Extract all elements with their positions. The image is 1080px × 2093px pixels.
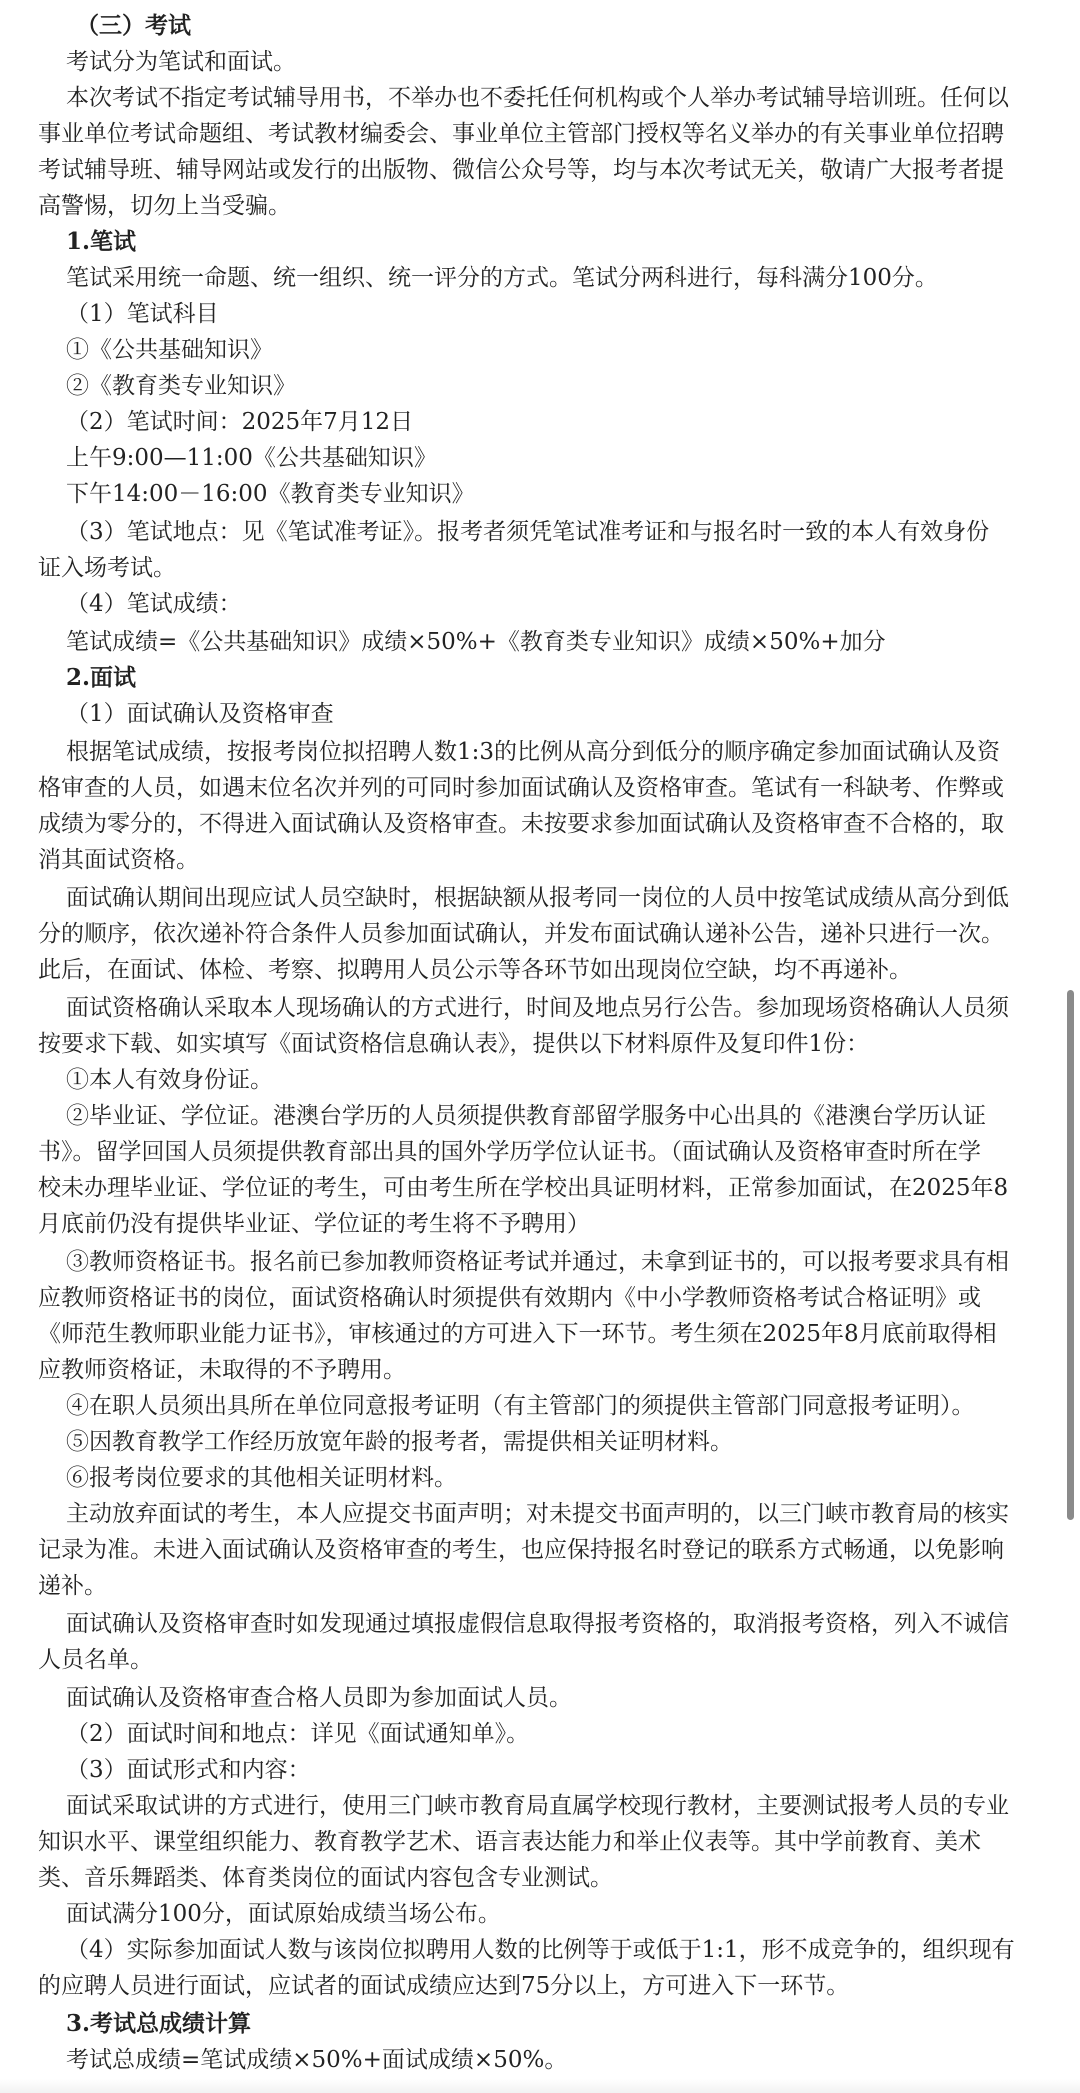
paragraph-line: 分的顺序，依次递补符合条件人员参加面试确认，并发布面试确认递补公告，递补只进行一次。	[38, 921, 1004, 947]
paragraph-line: （4）实际参加面试人数与该岗位拟聘用人数的比例等于或低于1:1，形不成竞争的，组织现有	[66, 1937, 1015, 1963]
paragraph-line: 类、音乐舞蹈类、体育类岗位的面试内容包含专业测试。	[38, 1865, 613, 1891]
paragraph-line: （1）面试确认及资格审查	[66, 701, 334, 727]
paragraph-line: 记录为准。未进入面试确认及资格审查的考生，也应保持报名时登记的联系方式畅通，以免影响	[38, 1537, 1004, 1563]
paragraph-line: 下午14:00－16:00《教育类专业知识》	[66, 481, 475, 507]
paragraph-line: ②《教育类专业知识》	[66, 373, 296, 399]
paragraph-line: （4）笔试成绩：	[66, 591, 242, 617]
paragraph-line: 高警惕，切勿上当受骗。	[38, 193, 291, 219]
paragraph-line: 本次考试不指定考试辅导用书，不举办也不委托任何机构或个人举办考试辅导培训班。任何以	[66, 85, 1009, 111]
paragraph-line: 考试总成绩=笔试成绩×50%+面试成绩×50%。	[66, 2047, 568, 2073]
paragraph-line: 面试确认及资格审查合格人员即为参加面试人员。	[66, 1685, 572, 1711]
subheading-written-exam: 1.笔试	[66, 228, 137, 255]
section-heading-exam: （三）考试	[76, 12, 191, 39]
paragraph-line: （1）笔试科目	[66, 301, 219, 327]
paragraph-line: 上午9:00—11:00《公共基础知识》	[66, 445, 437, 471]
paragraph-line: （2）笔试时间：2025年7月12日	[66, 409, 414, 435]
paragraph-line: ①《公共基础知识》	[66, 337, 273, 363]
subheading-total-score: 3.考试总成绩计算	[66, 2010, 252, 2037]
paragraph-line: 知识水平、课堂组织能力、教育教学艺术、语言表达能力和举止仪表等。其中学前教育、美术	[38, 1829, 981, 1855]
paragraph-line: ③教师资格证书。报名前已参加教师资格证考试并通过，未拿到证书的，可以报考要求具有相	[66, 1249, 1009, 1275]
paragraph-line: ④在职人员须出具所在单位同意报考证明（有主管部门的须提供主管部门同意报考证明）。	[66, 1393, 975, 1419]
vertical-scrollbar[interactable]	[1067, 990, 1074, 1520]
paragraph-line: 证入场考试。	[38, 555, 176, 581]
paragraph-line: 按要求下载、如实填写《面试资格信息确认表》，提供以下材料原件及复印件1份：	[38, 1031, 870, 1057]
paragraph-line: 此后，在面试、体检、考察、拟聘用人员公示等各环节如出现岗位空缺，均不再递补。	[38, 957, 912, 983]
paragraph-line: 事业单位考试命题组、考试教材编委会、事业单位主管部门授权等名义举办的有关事业单位招聘	[38, 121, 1004, 147]
paragraph-line: 面试资格确认采取本人现场确认的方式进行，时间及地点另行公告。参加现场资格确认人员须	[66, 995, 1009, 1021]
paragraph-line: （3）面试形式和内容：	[66, 1757, 311, 1783]
paragraph-line: ⑤因教育教学工作经历放宽年龄的报考者，需提供相关证明材料。	[66, 1429, 733, 1455]
paragraph-line: ⑥报考岗位要求的其他相关证明材料。	[66, 1465, 457, 1491]
paragraph-line: （3）笔试地点：见《笔试准考证》。报考者须凭笔试准考证和与报名时一致的本人有效身份	[66, 519, 990, 545]
paragraph-line: 面试采取试讲的方式进行，使用三门峡市教育局直属学校现行教材，主要测试报考人员的专业	[66, 1793, 1009, 1819]
paragraph-line: 应教师资格证书的岗位，面试资格确认时须提供有效期内《中小学教师资格考试合格证明》或	[38, 1285, 981, 1311]
paragraph-line: 消其面试资格。	[38, 847, 199, 873]
paragraph-line: 面试满分100分，面试原始成绩当场公布。	[66, 1901, 501, 1927]
paragraph-line: ①本人有效身份证。	[66, 1067, 273, 1093]
paragraph-line: 面试确认及资格审查时如发现通过填报虚假信息取得报考资格的，取消报考资格，列入不诚信	[66, 1611, 1009, 1637]
paragraph-line: 考试分为笔试和面试。	[66, 49, 296, 75]
paragraph-line: 成绩为零分的，不得进入面试确认及资格审查。未按要求参加面试确认及资格审查不合格的，取	[38, 811, 1004, 837]
paragraph-line: 面试确认期间出现应试人员空缺时，根据缺额从报考同一岗位的人员中按笔试成绩从高分到低	[66, 885, 1009, 911]
paragraph-line: 根据笔试成绩，按报考岗位拟招聘人数1:3的比例从高分到低分的顺序确定参加面试确认及资	[66, 739, 1001, 765]
bottom-edge	[0, 2079, 1080, 2093]
paragraph-line: 递补。	[38, 1573, 107, 1599]
paragraph-line: 考试辅导班、辅导网站或发行的出版物、微信公众号等，均与本次考试无关，敬请广大报考者提	[38, 157, 1004, 183]
paragraph-line: 校未办理毕业证、学位证的考生，可由考生所在学校出具证明材料，正常参加面试，在2025年8	[38, 1175, 1009, 1201]
paragraph-line: 笔试成绩=《公共基础知识》成绩×50%+《教育类专业知识》成绩×50%+加分	[66, 629, 886, 655]
paragraph-line: 应教师资格证，未取得的不予聘用。	[38, 1357, 406, 1383]
paragraph-line: （2）面试时间和地点：详见《面试通知单》。	[66, 1721, 530, 1747]
paragraph-line: 月底前仍没有提供毕业证、学位证的考生将不予聘用）	[38, 1211, 590, 1237]
paragraph-line: 《师范生教师职业能力证书》，审核通过的方可进入下一环节。考生须在2025年8月底前取得相	[38, 1321, 997, 1347]
paragraph-line: 主动放弃面试的考生，本人应提交书面声明；对未提交书面声明的，以三门峡市教育局的核实	[66, 1501, 1009, 1527]
paragraph-line: 人员名单。	[38, 1647, 153, 1673]
paragraph-line: 格审查的人员，如遇末位名次并列的可同时参加面试确认及资格审查。笔试有一科缺考、作弊或	[38, 775, 1004, 801]
paragraph-line: 书》。留学回国人员须提供教育部出具的国外学历学位认证书。（面试确认及资格审查时所在学	[38, 1139, 981, 1165]
subheading-interview: 2.面试	[66, 664, 137, 691]
paragraph-line: ②毕业证、学位证。港澳台学历的人员须提供教育部留学服务中心出具的《港澳台学历认证	[66, 1103, 986, 1129]
paragraph-line: 的应聘人员进行面试，应试者的面试成绩应达到75分以上，方可进入下一环节。	[38, 1973, 850, 1999]
paragraph-line: 笔试采用统一命题、统一组织、统一评分的方式。笔试分两科进行，每科满分100分。	[66, 265, 938, 291]
